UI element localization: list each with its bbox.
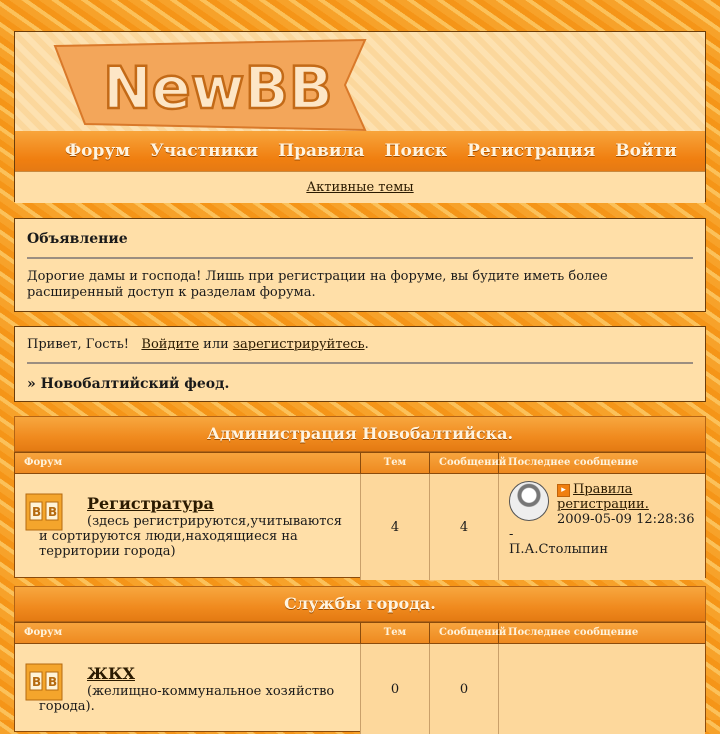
greeting-line xyxy=(27,337,693,352)
svg-text:B: B xyxy=(48,505,58,519)
last-post-link[interactable]: Правила регистрации. xyxy=(557,482,649,512)
forum-header xyxy=(14,31,706,202)
arrow-right-icon[interactable]: ▸ xyxy=(557,484,570,497)
posts-count: 4 xyxy=(430,474,499,580)
col-posts: Сообщений xyxy=(430,623,499,643)
svg-text:B: B xyxy=(32,505,42,519)
nav-login[interactable]: Войти xyxy=(615,141,677,161)
register-link[interactable]: зарегистрируйтесь xyxy=(232,337,365,352)
nav-forum[interactable]: Форум xyxy=(65,141,131,161)
col-forum: Форум xyxy=(15,623,361,643)
divider xyxy=(27,257,693,259)
svg-text:B: B xyxy=(32,675,42,689)
forum-table xyxy=(14,622,706,732)
main-nav xyxy=(15,131,705,171)
logo[interactable] xyxy=(55,40,365,130)
forum-description: (здесь регистрируются,учитываются и сортируются люди,находящиеся на территории города) xyxy=(39,514,342,559)
table-row xyxy=(15,644,705,734)
header-banner xyxy=(15,32,705,131)
forum-cell xyxy=(15,474,361,580)
category-title[interactable]: Администрация Новобалтийска. xyxy=(14,416,706,452)
col-posts: Сообщений xyxy=(430,453,499,473)
col-last-post: Последнее сообщение xyxy=(508,627,639,638)
posts-count: 0 xyxy=(430,644,499,734)
divider xyxy=(27,362,693,364)
announcement-title: Объявление xyxy=(27,231,128,247)
forum-description: (желищно-коммунальное хозяйство города). xyxy=(39,684,335,714)
announcement-panel xyxy=(14,218,706,312)
announcement-text: Дорогие дамы и господа! Лишь при регистрации на форуме, вы будите иметь более расширенный доступ к разделам форума. xyxy=(27,269,608,300)
active-topics-link[interactable]: Активные темы xyxy=(306,180,414,195)
forum-link[interactable]: Регистратура xyxy=(87,494,214,513)
period: . xyxy=(364,337,369,352)
login-link[interactable]: Войдите xyxy=(141,337,200,352)
svg-text:B: B xyxy=(48,675,58,689)
nav-members[interactable]: Участники xyxy=(150,141,259,161)
col-topics: Тем xyxy=(361,453,430,473)
nav-search[interactable]: Поиск xyxy=(384,141,448,161)
table-header xyxy=(15,623,705,644)
greeting-text: Привет, Гость! xyxy=(27,337,130,352)
col-topics: Тем xyxy=(361,623,430,643)
nav-register[interactable]: Регистрация xyxy=(467,141,596,161)
category-title[interactable]: Службы города. xyxy=(14,586,706,622)
table-header xyxy=(15,453,705,474)
last-post-cell xyxy=(499,644,705,734)
user-avatar[interactable] xyxy=(509,481,549,521)
table-row xyxy=(15,474,705,580)
forum-cell xyxy=(15,644,361,734)
logo-text: NewBB xyxy=(103,54,333,122)
topics-count: 0 xyxy=(361,644,430,734)
forum-table xyxy=(14,452,706,578)
topics-count: 4 xyxy=(361,474,430,580)
nav-rules[interactable]: Правила xyxy=(278,141,365,161)
col-last-post: Последнее сообщение xyxy=(508,457,639,468)
welcome-panel xyxy=(14,326,706,402)
last-post-author: П.А.Столыпин xyxy=(509,542,609,557)
breadcrumb[interactable]: » Новобалтийский феод. xyxy=(27,376,230,392)
forum-link[interactable]: ЖКХ xyxy=(87,664,135,683)
or-text: или xyxy=(203,337,229,352)
last-post-cell xyxy=(499,474,705,580)
subnav xyxy=(15,171,705,203)
col-forum: Форум xyxy=(15,453,361,473)
last-post-date: 2009-05-09 12:28:36 - xyxy=(509,512,695,542)
